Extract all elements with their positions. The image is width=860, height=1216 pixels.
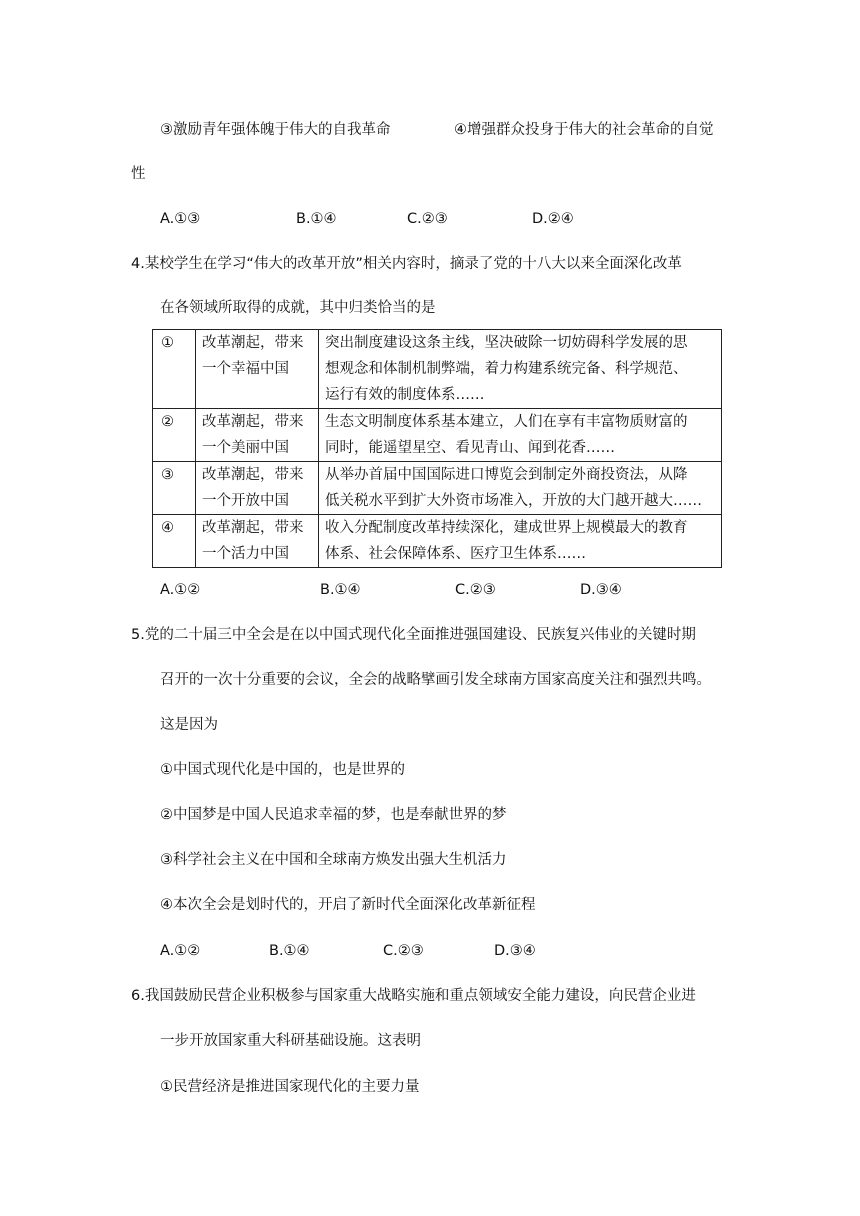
q4-achievements-table [152, 329, 722, 568]
row-number: ③ [153, 462, 196, 515]
q3-option-3: ③激励青年强体魄于伟大的自我革命 [160, 122, 391, 138]
q3-option-4: ④增强群众投身于伟大的社会革命的自觉 [454, 122, 714, 138]
q5-option-4: ④本次全会是划时代的，开启了新时代全面深化改革新征程 [160, 897, 536, 913]
q3-option-4-continued: 性 [131, 166, 146, 182]
q5-option-1: ①中国式现代化是中国的，也是世界的 [160, 762, 405, 778]
answer-b: B.①④ [296, 211, 337, 227]
answer-a: A.①② [160, 943, 201, 959]
category-line: 改革潮起，带来 [202, 335, 304, 351]
q6-stem-line-2: 一步开放国家重大科研基础设施。这表明 [160, 1033, 421, 1049]
q3-answer-choices [160, 209, 574, 229]
table-row [153, 515, 722, 568]
description-line: 想观念和体制机制弊端，着力构建系统完备、科学规范、 [325, 361, 688, 377]
table-row [153, 462, 722, 515]
description-line: 收入分配制度改革持续深化，建成世界上规模最大的教育 [325, 520, 688, 536]
q5-stem-line-1: 5.党的二十届三中全会是在以中国式现代化全面推进强国建设、民族复兴伟业的关键时期 [131, 627, 696, 643]
row-category [196, 515, 319, 568]
row-category [196, 409, 319, 462]
description-line: 低关税水平到扩大外资市场准入，开放的大门越开越大…… [325, 493, 702, 509]
answer-b: B.①④ [269, 943, 310, 959]
answer-d: D.③④ [494, 943, 536, 959]
q6-stem-line-1: 6.我国鼓励民营企业积极参与国家重大战略实施和重点领域安全能力建设，向民营企业进 [131, 988, 696, 1004]
row-description [319, 462, 722, 515]
q5-stem-line-3: 这是因为 [160, 717, 218, 733]
description-line: 突出制度建设这条主线，坚决破除一切妨碍科学发展的思 [325, 335, 688, 351]
row-number: ④ [153, 515, 196, 568]
row-number: ① [153, 330, 196, 409]
row-description [319, 515, 722, 568]
answer-c: C.②③ [407, 211, 448, 227]
category-line: 一个美丽中国 [202, 440, 289, 456]
description-line: 从举办首届中国国际进口博览会到制定外商投资法，从降 [325, 467, 688, 483]
table-row [153, 330, 722, 409]
q4-stem-line-2: 在各领域所取得的成就，其中归类恰当的是 [160, 300, 436, 316]
category-line: 一个开放中国 [202, 493, 289, 509]
row-number: ② [153, 409, 196, 462]
answer-d: D.②④ [532, 211, 574, 227]
q4-stem-line-1: 4.某校学生在学习“伟大的改革开放”相关内容时，摘录了党的十八大以来全面深化改革 [131, 256, 682, 272]
q6-option-1: ①民营经济是推进国家现代化的主要力量 [160, 1079, 420, 1095]
answer-b: B.①④ [320, 582, 361, 598]
category-line: 一个幸福中国 [202, 361, 289, 377]
answer-c: C.②③ [383, 943, 424, 959]
category-line: 改革潮起，带来 [202, 414, 304, 430]
category-line: 一个活力中国 [202, 546, 289, 562]
row-description [319, 409, 722, 462]
answer-c: C.②③ [455, 582, 496, 598]
category-line: 改革潮起，带来 [202, 520, 304, 536]
q5-answer-choices [160, 941, 536, 961]
q5-stem-line-2: 召开的一次十分重要的会议，全会的战略擘画引发全球南方国家高度关注和强烈共鸣。 [160, 672, 711, 688]
q4-answer-choices [160, 580, 622, 600]
q5-option-2: ②中国梦是中国人民追求幸福的梦，也是奉献世界的梦 [160, 807, 507, 823]
row-category [196, 330, 319, 409]
description-line: 运行有效的制度体系…… [325, 387, 485, 403]
description-line: 生态文明制度体系基本建立，人们在享有丰富物质财富的 [325, 414, 688, 430]
answer-a: A.①③ [160, 211, 201, 227]
category-line: 改革潮起，带来 [202, 467, 304, 483]
answer-d: D.③④ [580, 582, 622, 598]
q5-option-3: ③科学社会主义在中国和全球南方焕发出强大生机活力 [160, 852, 507, 868]
answer-a: A.①② [160, 582, 201, 598]
description-line: 同时，能遥望星空、看见青山、闻到花香…… [325, 440, 615, 456]
description-line: 体系、社会保障体系、医疗卫生体系…… [325, 546, 586, 562]
row-category [196, 462, 319, 515]
table-row [153, 409, 722, 462]
row-description [319, 330, 722, 409]
